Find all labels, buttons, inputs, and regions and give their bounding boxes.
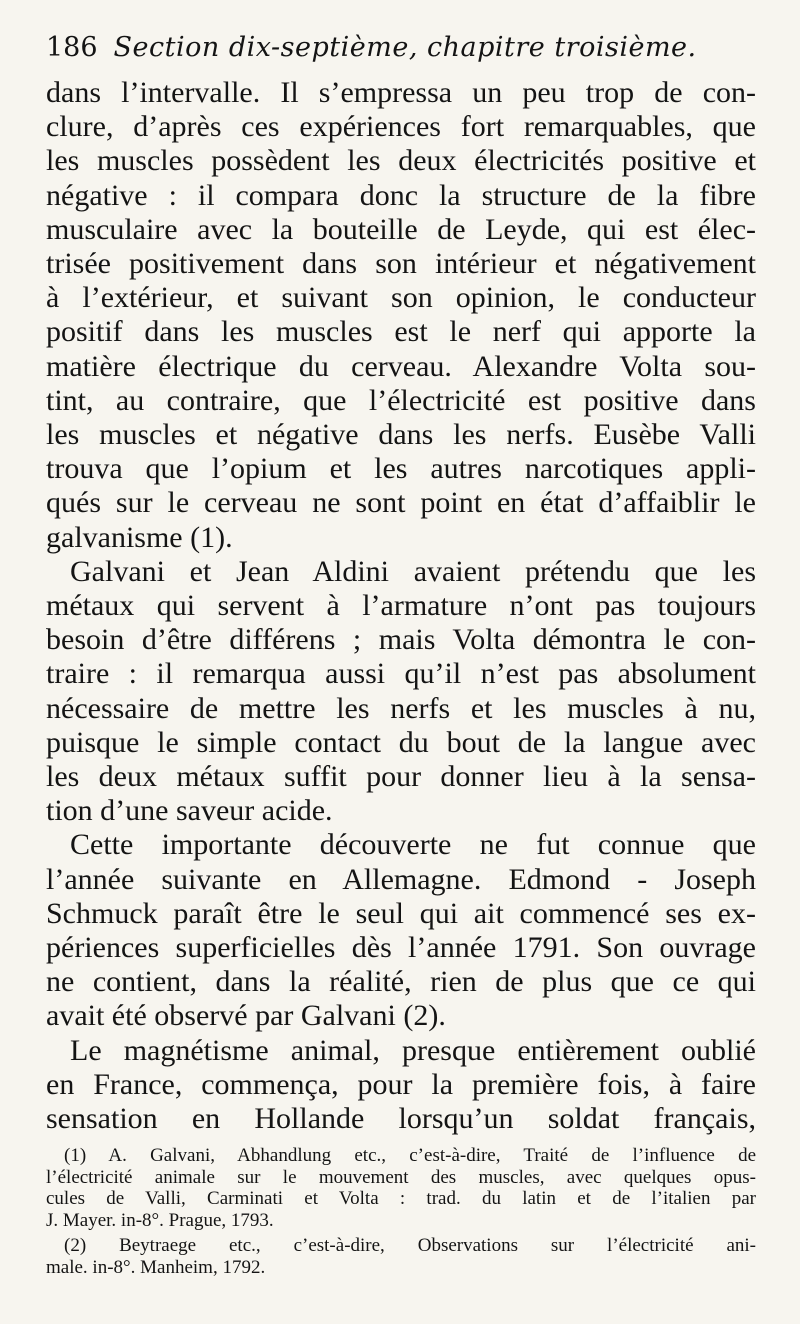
footnote-line: J. Mayer. in-8°. Prague, 1793. — [46, 1209, 274, 1231]
footnote-1 — [46, 1145, 756, 1231]
body-line: trisée positivement dans son intérieur et négativement — [46, 247, 756, 281]
body-line: Schmuck paraît être le seul qui ait commencé ses ex- — [46, 896, 756, 930]
body-line: besoin d’être différens ; mais Volta démontra le con- — [46, 623, 756, 657]
running-title: Section dix-septième, chapitre troisième. — [113, 32, 697, 63]
body-line: négative : il compara donc la structure de la fibre — [46, 178, 756, 212]
body-line: tint, au contraire, que l’électricité est positive dans — [46, 383, 756, 417]
body-line: à l’extérieur, et suivant son opinion, le conducteur — [46, 281, 756, 315]
body-text — [46, 76, 756, 1136]
body-line: les muscles et négative dans les nerfs. Eusèbe Valli — [46, 418, 756, 452]
footnote-2 — [46, 1235, 756, 1278]
footnote-line: (1) A. Galvani, Abhandlung etc., c’est-à-dire, Traité de l’influence de — [64, 1145, 756, 1166]
body-line: dans l’intervalle. Il s’empressa un peu trop de con- — [46, 76, 756, 109]
body-line: les deux métaux suffit pour donner lieu à la sensa- — [46, 760, 756, 794]
footnotes — [46, 1145, 756, 1282]
body-line: traire : il remarqua aussi qu’il n’est pas absolument — [46, 657, 756, 691]
body-line: Cette importante découverte ne fut connue que — [70, 828, 756, 862]
body-line: Galvani et Jean Aldini avaient prétendu que les — [70, 554, 756, 588]
body-line: Le magnétisme animal, presque entièrement oublié — [70, 1033, 756, 1067]
footnote-line: l’électricité animale sur le mouvement des muscles, avec quelques opus- — [46, 1166, 756, 1188]
body-line: positif dans les muscles est le nerf qui apporte la — [46, 315, 756, 349]
page-number: 186 — [46, 32, 98, 63]
body-line: tion d’une saveur acide. — [46, 794, 333, 828]
body-line: nécessaire de mettre les nerfs et les muscles à nu, — [46, 691, 756, 725]
footnote-line: male. in-8°. Manheim, 1792. — [46, 1256, 266, 1278]
body-line: en France, commença, pour la première fois, à faire — [46, 1067, 756, 1101]
body-line: puisque le simple contact du bout de la langue avec — [46, 725, 756, 759]
body-line: musculaire avec la bouteille de Leyde, qui est élec- — [46, 212, 756, 246]
running-head — [46, 32, 756, 72]
body-line: ne contient, dans la réalité, rien de plus que ce qui — [46, 965, 756, 999]
body-line: l’année suivante en Allemagne. Edmond - Joseph — [46, 862, 756, 896]
body-line: clure, d’après ces expériences fort remarquables, que — [46, 110, 756, 144]
body-line: sensation en Hollande lorsqu’un soldat français, — [46, 1102, 756, 1136]
body-line: les muscles possèdent les deux électricités positive et — [46, 144, 756, 178]
body-line: périences superficielles dès l’année 1791. Son ouvrage — [46, 931, 756, 965]
body-line: métaux qui servent à l’armature n’ont pas toujours — [46, 589, 756, 623]
body-line: galvanisme (1). — [46, 520, 233, 554]
footnote-line: cules de Valli, Carminati et Volta : trad. du latin et de l’italien par — [46, 1188, 756, 1209]
footnote-line: (2) Beytraege etc., c’est-à-dire, Observations sur l’électricité ani- — [64, 1235, 756, 1256]
body-line: avait été observé par Galvani (2). — [46, 999, 446, 1033]
body-line: qués sur le cerveau ne sont point en état d’affaiblir le — [46, 486, 756, 520]
body-line: matière électrique du cerveau. Alexandre Volta sou- — [46, 349, 756, 383]
body-line: trouva que l’opium et les autres narcotiques appli- — [46, 452, 756, 486]
